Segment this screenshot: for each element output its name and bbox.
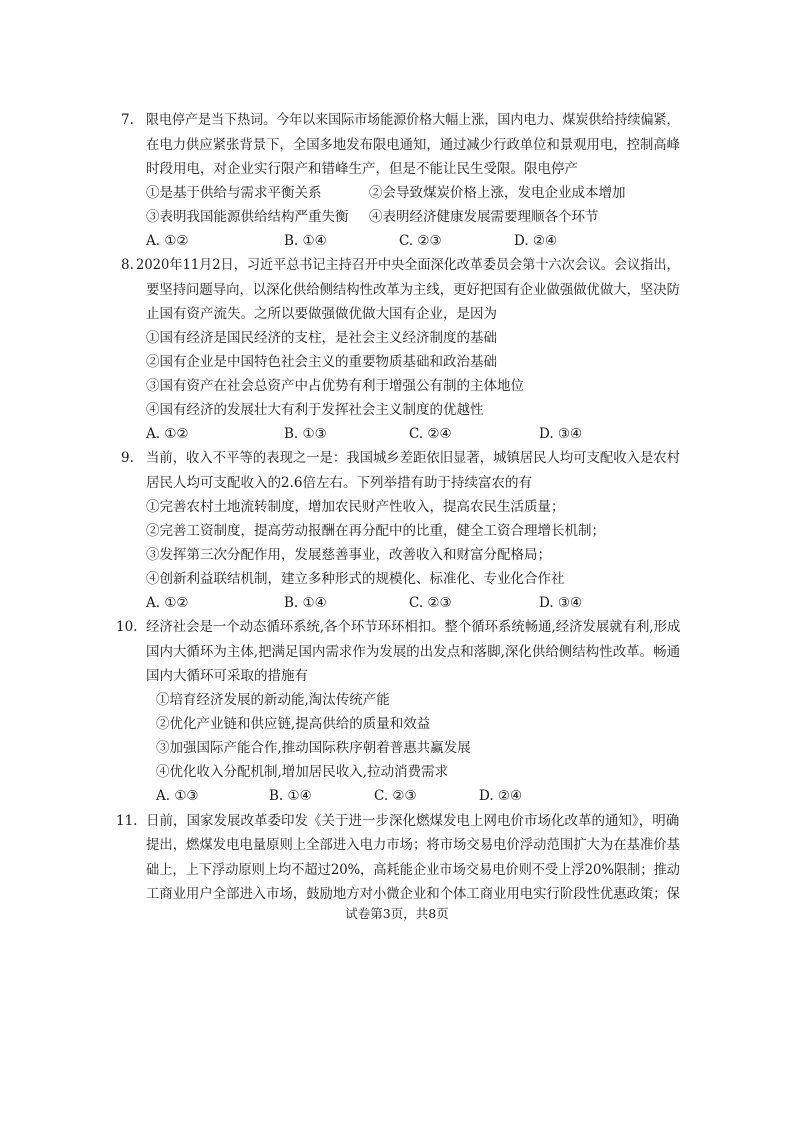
- statement-3: ③加强国际产能合作,推动国际秩序朝着普惠共赢发展: [156, 740, 471, 756]
- statement-4: ④国有经济的发展壮大有利于发挥社会主义制度的优越性: [146, 402, 484, 418]
- choice-a: A. ①③: [156, 788, 199, 804]
- statement-4: ④表明经济健康发展需要理顺各个环节: [369, 209, 599, 225]
- question-number: 11.: [116, 813, 138, 829]
- choice-d: D. ③④: [539, 595, 583, 611]
- question-text-line: 经济社会是一个动态循环系统,各个环节环环相扣。整个循环系统畅通,经济发展就有利,形成: [146, 619, 681, 635]
- question-number: 9.: [121, 450, 134, 466]
- question-text-line: 止国有资产流失。之所以要做强做优做大国有企业，是因为: [146, 306, 497, 322]
- question-text-line: 居民人均可支配收入的2.6倍左右。下列举措有助于持续富农的有: [146, 475, 532, 491]
- statement-3: ③国有资产在社会总资产中占优势有利于增强公有制的主体地位: [146, 378, 524, 394]
- question-text-line: 要坚持问题导向，以深化供给侧结构性改革为主线，更好把国有企业做强做优做大，坚决防: [146, 282, 681, 298]
- question-text-line: 时段用电，对企业实行限产和错峰生产，但是不能让民生受限。限电停产: [146, 161, 578, 177]
- choice-a: A. ①②: [146, 595, 189, 611]
- page-footer: 试卷第3页，共8页: [345, 906, 449, 921]
- choice-d: D. ②④: [479, 788, 523, 804]
- statement-1: ①完善农村土地流转制度，增加农民财产性收入，提高农民生活质量；: [146, 499, 565, 515]
- choice-a: A. ①②: [146, 426, 189, 442]
- choice-d: D. ③④: [539, 426, 583, 442]
- choice-c: C. ②③: [409, 595, 452, 611]
- statement-1: ①培育经济发展的新动能,淘汰传统产能: [156, 692, 390, 708]
- statement-1: ①国有经济是国民经济的支柱，是社会主义经济制度的基础: [146, 330, 497, 346]
- statement-4: ④创新利益联结机制，建立多种形式的规模化、标准化、专业化合作社: [146, 571, 565, 587]
- question-number: 8.: [121, 257, 134, 273]
- question-text-line: 工商业用户全部进入市场，鼓励地方对小微企业和个体工商业用电实行阶段性优惠政策；保: [146, 886, 681, 902]
- statement-1: ①是基于供给与需求平衡关系: [146, 185, 322, 201]
- choice-b: B. ①④: [269, 788, 312, 804]
- question-number: 7.: [121, 112, 134, 128]
- statement-2: ②会导致煤炭价格上涨，发电企业成本增加: [369, 185, 626, 201]
- question-text-line: 础上，上下浮动原则上均不超过20%，高耗能企业市场交易电价则不受上浮20%限制；推动: [146, 862, 681, 878]
- statement-2: ②完善工资制度，提高劳动报酬在再分配中的比重，健全工资合理增长机制；: [146, 523, 605, 539]
- choice-c: C. ②③: [374, 788, 417, 804]
- choice-b: B. ①④: [284, 233, 327, 249]
- choice-c: C. ②③: [399, 233, 442, 249]
- question-text-line: 国内大循环为主体,把满足国内需求作为发展的出发点和落脚,深化供给侧结构性改革。畅通: [146, 644, 681, 660]
- statement-4: ④优化收入分配机制,增加居民收入,拉动消费需求: [156, 764, 449, 780]
- choice-c: C. ②④: [409, 426, 452, 442]
- question-text-line: 在电力供应紧张背景下，全国多地发布限电通知，通过减少行政单位和景观用电，控制高峰: [146, 137, 681, 153]
- statement-3: ③表明我国能源供给结构严重失衡: [146, 209, 349, 225]
- question-text-line: 2020年11月2日，习近平总书记主持召开中央全面深化改革委员会第十六次会议。会议指出，: [136, 257, 680, 273]
- question-text-line: 当前，收入不平等的表现之一是：我国城乡差距依旧显著，城镇居民人均可支配收入是农村: [146, 450, 681, 466]
- question-text-line: 日前，国家发展改革委印发《关于进一步深化燃煤发电上网电价市场化改革的通知》，明确: [146, 813, 680, 829]
- choice-d: D. ②④: [514, 233, 558, 249]
- question-text-line: 提出，燃煤发电电量原则上全部进入电力市场；将市场交易电价浮动范围扩大为在基准价基: [146, 837, 681, 853]
- choice-b: B. ①③: [284, 426, 327, 442]
- choice-b: B. ①④: [284, 595, 327, 611]
- question-number: 10.: [116, 619, 138, 635]
- statement-2: ②国有企业是中国特色社会主义的重要物质基础和政治基础: [146, 354, 497, 370]
- choice-a: A. ①②: [146, 233, 189, 249]
- statement-3: ③发挥第三次分配作用，发展慈善事业，改善收入和财富分配格局；: [146, 547, 551, 563]
- question-text-line: 限电停产是当下热词。今年以来国际市场能源价格大幅上涨，国内电力、煤炭供给持续偏紧，: [146, 112, 680, 128]
- statement-2: ②优化产业链和供应链,提高供给的质量和效益: [156, 716, 431, 732]
- question-text-line: 国内大循环可采取的措施有: [146, 668, 308, 684]
